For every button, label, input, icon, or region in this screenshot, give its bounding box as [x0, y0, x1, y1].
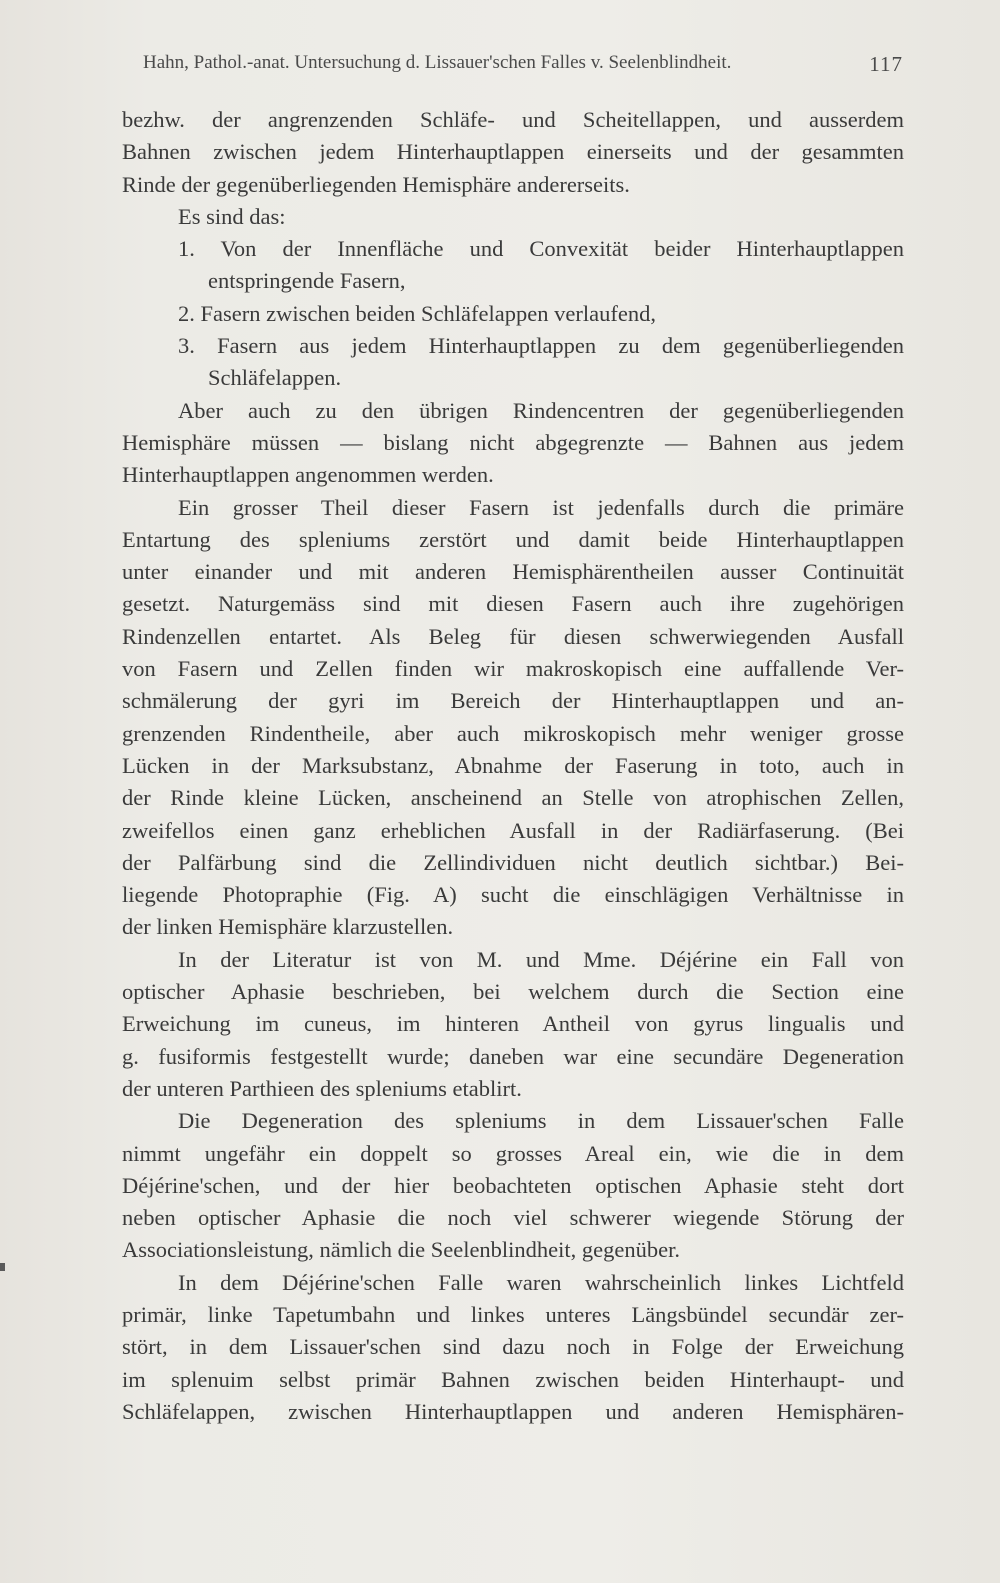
text-line: optischer Aphasie beschrieben, bei welchem durch die Section eine: [122, 979, 904, 1005]
text-line: Rindenzellen entartet. Als Beleg für diesen schwerwiegenden Ausfall: [122, 623, 904, 649]
text-line: grenzenden Rindentheile, aber auch mikroskopisch mehr weniger grosse: [122, 720, 904, 746]
text-line: der linken Hemisphäre klarzustellen.: [122, 914, 454, 940]
page-number: 117: [869, 52, 903, 76]
text-line: g. fusiformis festgestellt wurde; daneben war eine secundäre Degeneration: [122, 1043, 904, 1069]
text-line: Es sind das:: [178, 203, 286, 229]
list-item-3: 3. Fasern aus jedem Hinterhauptlappen zu dem gegenüberliegenden: [178, 333, 904, 359]
text-line: In dem Déjérine'schen Falle waren wahrscheinlich linkes Lichtfeld: [178, 1269, 904, 1295]
text-line: Bahnen zwischen jedem Hinterhauptlappen einerseits und der gesammten: [122, 139, 904, 165]
list-item-2: 2. Fasern zwischen beiden Schläfelappen verlaufend,: [178, 300, 656, 326]
text-line: Hinterhauptlappen angenommen werden.: [122, 462, 494, 488]
text-line: bezhw. der angrenzenden Schläfe- und Scheitellappen, und ausserdem: [122, 107, 904, 132]
running-header-title: Hahn, Pathol.-anat. Untersuchung d. Lissauer'schen Falles v. Seelenblindheit.: [143, 52, 732, 73]
margin-mark: [0, 1263, 5, 1271]
text-line: der Palfärbung sind die Zellindividuen nicht deutlich sichtbar.) Bei-: [122, 849, 904, 875]
body-text: [122, 104, 904, 1428]
text-line: stört, in dem Lissauer'schen sind dazu noch in Folge der Erweichung: [122, 1334, 904, 1360]
text-line: zweifellos einen ganz erheblichen Ausfall in der Radiärfaserung. (Bei: [122, 817, 904, 843]
text-line: In der Literatur ist von M. und Mme. Déjérine ein Fall von: [178, 946, 904, 972]
text-line: im splenuim selbst primär Bahnen zwischen beiden Hinterhaupt- und: [122, 1366, 904, 1392]
text-line: von Fasern und Zellen finden wir makroskopisch eine auffallende Ver-: [122, 656, 904, 682]
text-line: primär, linke Tapetumbahn und linkes unteres Längsbündel secundär zer-: [122, 1301, 904, 1327]
list-item-1: 1. Von der Innenfläche und Convexität beider Hinterhauptlappen: [178, 236, 904, 262]
text-line: Erweichung im cuneus, im hinteren Antheil von gyrus lingualis und: [122, 1011, 904, 1037]
text-line: Die Degeneration des spleniums in dem Lissauer'schen Falle: [178, 1108, 904, 1134]
text-line: liegende Photopraphie (Fig. A) sucht die einschlägigen Verhältnisse in: [122, 882, 904, 908]
text-line: Déjérine'schen, und der hier beobachteten optischen Aphasie steht dort: [122, 1172, 904, 1198]
text-line: Aber auch zu den übrigen Rindencentren der gegenüberliegenden: [178, 397, 904, 423]
text-line: nimmt ungefähr ein doppelt so grosses Areal ein, wie die in dem: [122, 1140, 904, 1166]
text-line: Entartung des spleniums zerstört und damit beide Hinterhauptlappen: [122, 526, 904, 552]
text-line: Hemisphäre müssen — bislang nicht abgegrenzte — Bahnen aus jedem: [122, 429, 904, 455]
text-line: Rinde der gegenüberliegenden Hemisphäre andererseits.: [122, 171, 630, 197]
text-line: Ein grosser Theil dieser Fasern ist jedenfalls durch die primäre: [178, 494, 904, 520]
text-line: neben optischer Aphasie die noch viel schwerer wiegende Störung der: [122, 1205, 904, 1231]
text-line: Lücken in der Marksubstanz, Abnahme der Faserung in toto, auch in: [122, 752, 904, 778]
text-line: gesetzt. Naturgemäss sind mit diesen Fasern auch ihre zugehörigen: [122, 591, 904, 617]
list-item-3-continued: Schläfelappen.: [208, 365, 342, 391]
text-line: schmälerung der gyri im Bereich der Hinterhauptlappen und an-: [122, 688, 904, 714]
running-header: [143, 52, 903, 82]
text-line: Schläfelappen, zwischen Hinterhauptlappen und anderen Hemisphären-: [122, 1398, 904, 1424]
text-line: der unteren Parthieen des spleniums etablirt.: [122, 1075, 522, 1101]
text-line: unter einander und mit anderen Hemisphärentheilen ausser Continuität: [122, 559, 904, 585]
text-line: der Rinde kleine Lücken, anscheinend an Stelle von atrophischen Zellen,: [122, 785, 904, 811]
list-item-1-continued: entspringende Fasern,: [208, 268, 406, 294]
text-line: Associationsleistung, nämlich die Seelenblindheit, gegenüber.: [122, 1237, 681, 1263]
